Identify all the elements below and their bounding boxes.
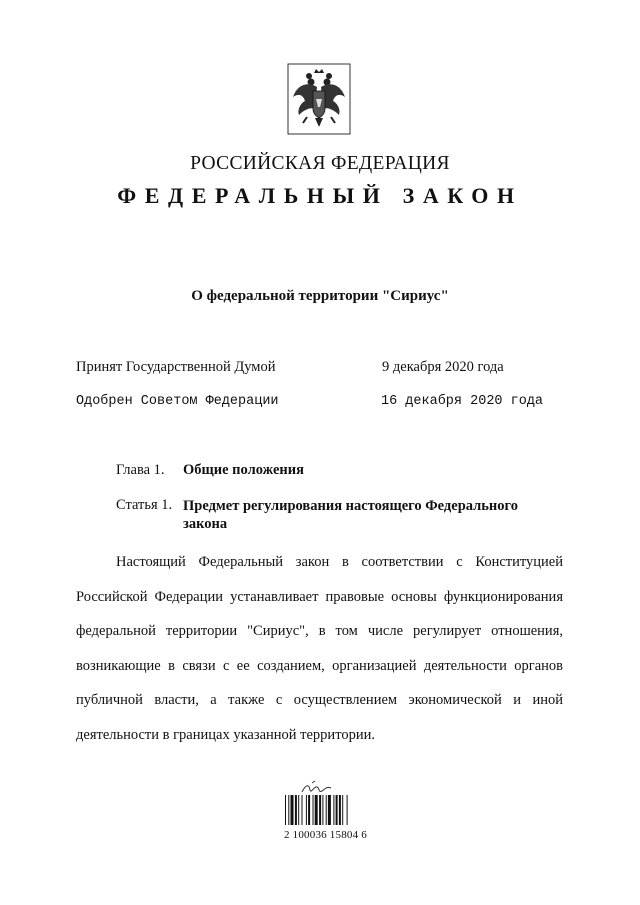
approved-label: Одобрен Советом Федерации	[76, 394, 279, 409]
document-type: ФЕДЕРАЛЬНЫЙ ЗАКОН	[117, 183, 523, 208]
barcode-image	[285, 795, 369, 825]
chapter-title: Общие положения	[183, 462, 304, 478]
signature-mark	[300, 780, 334, 796]
adopted-label: Принят Государственной Думой	[76, 359, 276, 375]
country-name: РОССИЙСКАЯ ФЕДЕРАЦИЯ	[190, 153, 450, 174]
adopted-date: 9 декабря 2020 года	[382, 359, 504, 375]
barcode-number: 2 100036 15804 6	[284, 829, 367, 841]
approved-date: 16 декабря 2020 года	[381, 394, 544, 409]
coat-of-arms-emblem	[287, 63, 351, 135]
article-body-text: Настоящий Федеральный закон в соответствии с Конституцией Российской Федерации устанавливает правовые основы функционирования федеральной территории "Сириус", в том числе регулирует отношения, возникающие в связи с ее созданием, организацией деятельности органов публичной власти, а также с осуществлением экономической и иной деятельности в границах указанной территории.	[76, 554, 563, 743]
article-number: Статья 1.	[116, 497, 173, 513]
chapter-number: Глава 1.	[116, 462, 165, 478]
article-title: Предмет регулирования настоящего Федерального закона	[183, 498, 519, 532]
law-title: О федеральной территории "Сириус"	[191, 288, 449, 304]
